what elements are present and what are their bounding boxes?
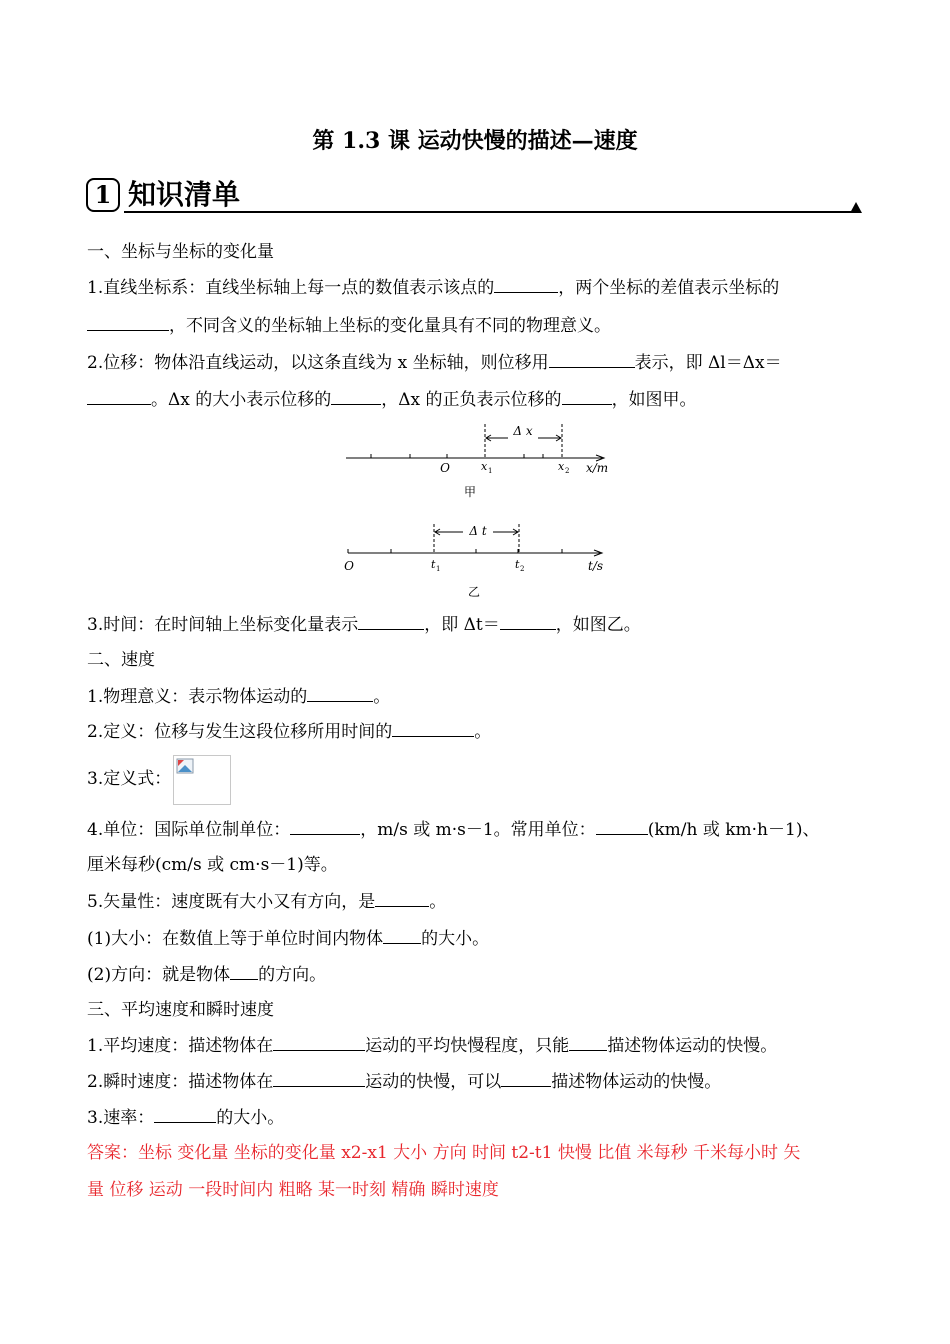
page-title: 第 1.3 课 运动快慢的描述—速度 <box>312 128 638 154</box>
figure-yi-time-axis <box>340 518 630 604</box>
fig-yi-delta-label: Δ t <box>469 524 487 538</box>
heading-average-instant: 三、平均速度和瞬时速度 <box>87 1000 274 1020</box>
fill-blank[interactable] <box>154 1105 216 1123</box>
fill-blank[interactable] <box>494 275 558 293</box>
fill-blank[interactable] <box>501 1069 551 1087</box>
broken-image-icon <box>176 758 196 776</box>
fig-jia-axis-label: x/m <box>586 461 609 475</box>
para-1-line-1: 1.直线坐标系：直线坐标轴上每一点的数值表示该点的 ，两个坐标的差值表示坐标的 <box>87 275 779 300</box>
fig-yi-origin: O <box>344 559 354 573</box>
formula-image-placeholder <box>173 755 231 805</box>
fig-yi-t2-sub: 2 <box>520 565 525 573</box>
velocity-item-7: (2)方向：就是物体 的方向。 <box>87 962 326 987</box>
velocity-item-2: 2.定义：位移与发生这段位移所用时间的 。 <box>87 719 491 744</box>
fill-blank[interactable] <box>87 313 169 331</box>
fill-blank[interactable] <box>392 719 474 737</box>
fill-blank[interactable] <box>375 889 429 907</box>
fig-jia-caption: 甲 <box>463 485 477 499</box>
avg-item-1: 1.平均速度：描述物体在 运动的平均快慢程度，只能 描述物体运动的快慢。 <box>87 1033 777 1058</box>
fig-jia-delta-label: Δ x <box>513 424 533 438</box>
velocity-item-3: 3.定义式： <box>87 754 231 805</box>
heading-coordinates: 一、坐标与坐标的变化量 <box>87 242 274 262</box>
fill-blank[interactable] <box>273 1033 365 1051</box>
section-title: 知识清单 <box>128 178 241 211</box>
fig-jia-x1-sub: 1 <box>488 467 493 475</box>
section-number-badge: 1 <box>86 178 120 212</box>
fill-blank[interactable] <box>569 1033 607 1051</box>
fill-blank[interactable] <box>358 612 424 630</box>
section-header <box>86 178 862 214</box>
fig-yi-t1: t <box>431 558 436 571</box>
velocity-item-6: (1)大小：在数值上等于单位时间内物体 的大小。 <box>87 926 489 951</box>
para-1-line-2: ，不同含义的坐标轴上坐标的变化量具有不同的物理意义。 <box>87 313 611 338</box>
triangle-icon <box>850 202 862 213</box>
fig-jia-origin: O <box>440 461 450 475</box>
velocity-item-4-line-1: 4.单位：国际单位制单位： ，m/s 或 m·s－1。常用单位： (km/h 或 km·h－1)、 <box>87 817 819 842</box>
fill-blank[interactable] <box>273 1069 365 1087</box>
fill-blank[interactable] <box>307 684 373 702</box>
fill-blank[interactable] <box>290 817 360 835</box>
fig-yi-t1-sub: 1 <box>436 565 441 573</box>
fig-yi-axis-label: t/s <box>588 559 604 573</box>
fig-yi-caption: 乙 <box>467 585 481 599</box>
section-rule <box>124 211 852 213</box>
para-2-line-2: 。Δx 的大小表示位移的 ，Δx 的正负表示位移的 ，如图甲。 <box>87 387 697 412</box>
avg-item-2: 2.瞬时速度：描述物体在 运动的快慢，可以 描述物体运动的快慢。 <box>87 1069 721 1094</box>
fig-jia-x2: x <box>558 460 565 473</box>
fill-blank[interactable] <box>500 612 556 630</box>
figure-jia-displacement-axis <box>340 418 630 508</box>
fill-blank[interactable] <box>230 962 258 980</box>
fill-blank[interactable] <box>596 817 648 835</box>
fig-jia-x1: x <box>481 460 488 473</box>
heading-velocity: 二、速度 <box>87 650 155 670</box>
fill-blank[interactable] <box>562 387 612 405</box>
fill-blank[interactable] <box>549 350 635 368</box>
para-3-time: 3.时间：在时间轴上坐标变化量表示 ，即 Δt＝ ，如图乙。 <box>87 612 641 637</box>
fig-jia-x2-sub: 2 <box>565 467 570 475</box>
fill-blank[interactable] <box>331 387 381 405</box>
velocity-item-1: 1.物理意义：表示物体运动的 。 <box>87 684 390 709</box>
fill-blank[interactable] <box>383 926 421 944</box>
avg-item-3: 3.速率： 的大小。 <box>87 1105 284 1130</box>
fig-yi-t2: t <box>515 558 520 571</box>
answer-line-2: 量 位移 运动 一段时间内 粗略 某一时刻 精确 瞬时速度 <box>87 1180 499 1200</box>
para-2-line-1: 2.位移：物体沿直线运动，以这条直线为 x 坐标轴，则位移用 表示，即 Δl＝Δx＝ <box>87 350 782 375</box>
answer-line-1: 答案：坐标 变化量 坐标的变化量 x2-x1 大小 方向 时间 t2-t1 快慢 比值 米每秒 千米每小时 矢 <box>87 1143 801 1163</box>
fill-blank[interactable] <box>87 387 151 405</box>
velocity-item-5: 5.矢量性：速度既有大小又有方向，是 。 <box>87 889 446 914</box>
velocity-item-4-line-2: 厘米每秒(cm/s 或 cm·s－1)等。 <box>87 855 338 875</box>
